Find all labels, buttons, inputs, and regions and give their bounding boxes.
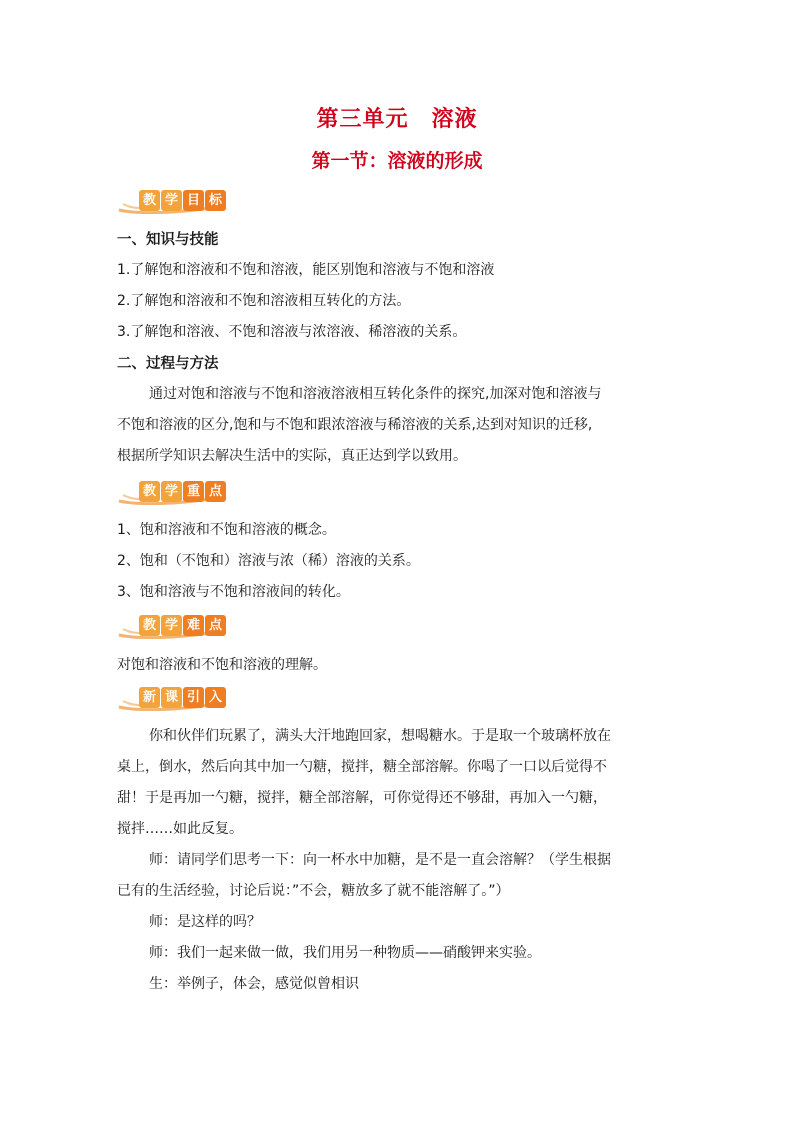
badge-char: 入 bbox=[205, 687, 226, 708]
intro-text-line: 甜！于是再加一勺糖，搅拌，糖全部溶解，可你觉得还不够甜，再加入一勺糖， bbox=[117, 790, 607, 806]
badge-char: 难 bbox=[183, 615, 204, 636]
badge-char: 学 bbox=[161, 481, 182, 502]
unit-title: 第三单元 溶液 bbox=[316, 107, 478, 132]
key-point-item: 3、饱和溶液与不饱和溶液间的转化。 bbox=[117, 584, 350, 600]
process-text-line: 不饱和溶液的区分,饱和与不饱和跟浓溶液与稀溶液的关系,达到对知识的迁移, bbox=[117, 417, 593, 433]
goal-item: 3.了解饱和溶液、不饱和溶液与浓溶液、稀溶液的关系。 bbox=[117, 324, 467, 340]
goal-item: 1.了解饱和溶液和不饱和溶液，能区别饱和溶液与不饱和溶液 bbox=[117, 262, 495, 278]
intro-text-line: 搅拌……如此反复。 bbox=[117, 821, 243, 837]
intro-text-line: 师：请同学们思考一下：向一杯水中加糖，是不是一直会溶解？（学生根据 bbox=[149, 852, 611, 868]
key-point-item: 1、饱和溶液和不饱和溶液的概念。 bbox=[117, 522, 336, 538]
section-title: 第一节：溶液的形成 bbox=[311, 150, 483, 172]
intro-text-line: 已有的生活经验，讨论后说：”不会，糖放多了就不能溶解了。”） bbox=[117, 883, 510, 899]
badge-char: 目 bbox=[183, 190, 204, 211]
intro-text-line: 师：我们一起来做一做，我们用另一种物质——硝酸钾来实验。 bbox=[149, 945, 541, 961]
badge-new-lesson-intro bbox=[117, 685, 227, 711]
badge-difficulties bbox=[117, 613, 227, 639]
badge-char: 课 bbox=[161, 687, 182, 708]
badge-char: 点 bbox=[205, 615, 226, 636]
badge-char: 教 bbox=[139, 481, 160, 502]
intro-text-line: 桌上，倒水，然后向其中加一勺糖，搅拌，糖全部溶解。你喝了一口以后觉得不 bbox=[117, 759, 607, 775]
badge-char: 新 bbox=[139, 687, 160, 708]
badge-char: 学 bbox=[161, 190, 182, 211]
badge-teaching-goals bbox=[117, 188, 227, 214]
heading-knowledge-skills: 一、知识与技能 bbox=[117, 232, 219, 248]
badge-key-points bbox=[117, 479, 227, 505]
key-point-item: 2、饱和（不饱和）溶液与浓（稀）溶液的关系。 bbox=[117, 553, 420, 569]
goal-item: 2.了解饱和溶液和不饱和溶液相互转化的方法。 bbox=[117, 293, 411, 309]
difficulty-item: 对饱和溶液和不饱和溶液的理解。 bbox=[117, 657, 327, 673]
badge-char: 重 bbox=[183, 481, 204, 502]
intro-text-line: 生：举例子，体会，感觉似曾相识 bbox=[149, 976, 359, 992]
badge-char: 教 bbox=[139, 190, 160, 211]
badge-char: 标 bbox=[205, 190, 226, 211]
process-text-line: 根据所学知识去解决生活中的实际，真正达到学以致用。 bbox=[117, 448, 467, 464]
badge-char: 学 bbox=[161, 615, 182, 636]
badge-char: 引 bbox=[183, 687, 204, 708]
process-text-line: 通过对饱和溶液与不饱和溶液溶液相互转化条件的探究,加深对饱和溶液与 bbox=[149, 386, 602, 402]
heading-process-methods: 二、过程与方法 bbox=[117, 356, 219, 372]
intro-text-line: 你和伙伴们玩累了，满头大汗地跑回家，想喝糖水。于是取一个玻璃杯放在 bbox=[149, 728, 611, 744]
intro-text-line: 师：是这样的吗？ bbox=[149, 914, 261, 930]
badge-char: 教 bbox=[139, 615, 160, 636]
badge-char: 点 bbox=[205, 481, 226, 502]
